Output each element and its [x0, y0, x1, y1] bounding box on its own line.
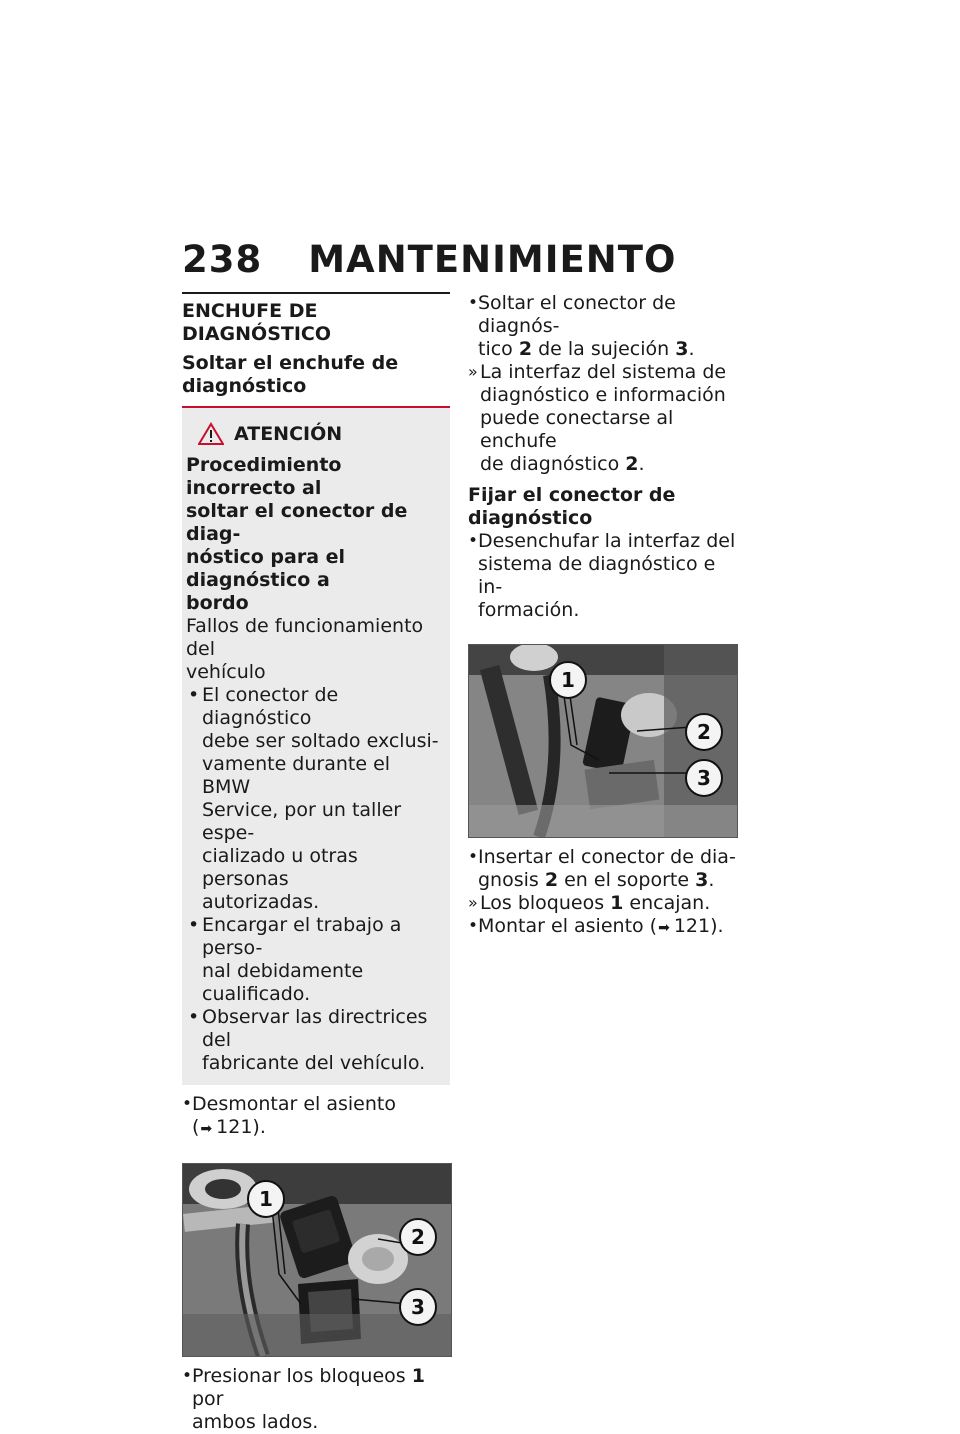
warning-consequence-line: vehículo: [186, 661, 266, 683]
step-line: Insertar el conector de dia-: [478, 846, 736, 868]
list-line: Observar las directrices del: [202, 1006, 428, 1051]
step-install-seat: [468, 915, 740, 940]
subsection-title: [468, 484, 740, 530]
list-line: Encargar el trabajo a perso-: [202, 914, 402, 959]
callout-ref: 2: [518, 338, 533, 360]
warning-list-item: [186, 684, 444, 914]
result-locks-engage: [468, 892, 740, 915]
warning-list-item: [186, 1006, 444, 1075]
page-ref-arrow-icon[interactable]: ➡: [200, 1121, 213, 1137]
step-line: sistema de diagnóstico e in-: [478, 553, 716, 598]
warning-consequence-line: Fallos de funcionamiento del: [186, 615, 424, 660]
step-text: por: [192, 1388, 224, 1410]
photo-diagnostic-plug-fit: [468, 644, 738, 838]
step-text: .: [708, 869, 715, 891]
step-line: Desenchufar la interfaz del: [478, 530, 736, 552]
warning-triangle-icon: [198, 422, 224, 446]
page-ref-link[interactable]: 121).: [673, 915, 724, 937]
step-remove-seat: [182, 1093, 450, 1141]
photo-diagnostic-plug-unlock: [182, 1163, 452, 1357]
result-text: .: [638, 453, 645, 475]
warning-headline: [186, 454, 444, 615]
page-number: 238: [182, 238, 263, 281]
step-release-connector: [468, 292, 740, 361]
callout-ref: 3: [675, 338, 689, 360]
step-line: Soltar el conector de diagnós-: [478, 292, 676, 337]
list-line: debe ser soltado exclusi-: [202, 730, 439, 752]
step-text: tico: [478, 338, 519, 360]
step-line: ambos lados.: [192, 1411, 319, 1433]
page-ref-link[interactable]: 121).: [216, 1116, 266, 1138]
subsection-title-line: diagnóstico: [182, 375, 307, 397]
list-line: cializado u otras personas: [202, 845, 358, 890]
step-line: formación.: [478, 599, 580, 621]
step-text: Montar el asiento (: [478, 915, 658, 937]
step-unplug-interface: [468, 530, 740, 622]
result-text: de diagnóstico: [480, 453, 626, 475]
step-text: de la sujeción: [532, 338, 676, 360]
step-text: gnosis: [478, 869, 545, 891]
chapter-title: MANTENIMIENTO: [308, 238, 677, 281]
page-header: [182, 238, 676, 281]
section-rule: [182, 292, 450, 294]
callout-3: 3: [399, 1288, 437, 1326]
list-line: El conector de diagnóstico: [202, 684, 339, 729]
step-press-locks: [182, 1365, 450, 1434]
step-text: Presionar los bloqueos: [192, 1365, 412, 1387]
warning-header: [198, 422, 444, 446]
result-line: diagnóstico e información: [480, 384, 726, 406]
result-line: puede conectarse al enchufe: [480, 407, 674, 452]
right-column: [468, 292, 740, 940]
list-line: fabricante del vehículo.: [202, 1052, 426, 1074]
callout-ref: 1: [610, 892, 624, 914]
callout-ref: 1: [411, 1365, 425, 1387]
callout-ref: 3: [695, 869, 709, 891]
photo-illustration: [183, 1164, 451, 1356]
result-line: La interfaz del sistema de: [480, 361, 727, 383]
callout-2: 2: [399, 1218, 437, 1256]
callout-1: 1: [549, 661, 587, 699]
warning-label: ATENCIÓN: [234, 422, 343, 445]
list-line: nal debidamente cualificado.: [202, 960, 364, 1005]
ref-paren: (: [192, 1116, 200, 1138]
result-text: encajan.: [623, 892, 711, 914]
callout-1: 1: [247, 1180, 285, 1218]
subsection-title-line: diagnóstico: [468, 507, 593, 529]
step-insert-connector: [468, 846, 740, 892]
warning-headline-line: soltar el conector de diag-: [186, 500, 408, 545]
callout-ref: 2: [544, 869, 559, 891]
subsection-title: [182, 352, 450, 398]
warning-headline-line: Procedimiento incorrecto al: [186, 454, 342, 499]
subsection-title-line: Soltar el enchufe de: [182, 352, 399, 374]
list-line: autorizadas.: [202, 891, 320, 913]
result-interface-connectable: [468, 361, 740, 476]
list-line: Service, por un taller espe-: [202, 799, 402, 844]
callout-3: 3: [685, 759, 723, 797]
result-text: Los bloqueos: [480, 892, 611, 914]
section-title: ENCHUFE DE DIAGNÓSTICO: [182, 300, 332, 345]
callout-2: 2: [685, 713, 723, 751]
list-line: vamente durante el BMW: [202, 753, 391, 798]
warning-list-item: [186, 914, 444, 1006]
step-text: .: [688, 338, 695, 360]
warning-box: [182, 406, 450, 1085]
warning-consequence: [186, 615, 444, 684]
step-text: en el soporte: [558, 869, 696, 891]
subsection-title-line: Fijar el conector de: [468, 484, 676, 506]
left-column: [182, 292, 450, 1434]
warning-list: [186, 684, 444, 1075]
warning-headline-line: bordo: [186, 592, 249, 614]
callout-ref: 2: [625, 453, 639, 475]
step-line: Desmontar el asiento: [192, 1093, 396, 1115]
page-ref-arrow-icon[interactable]: ➡: [658, 920, 670, 936]
warning-headline-line: nóstico para el diagnóstico a: [186, 546, 346, 591]
